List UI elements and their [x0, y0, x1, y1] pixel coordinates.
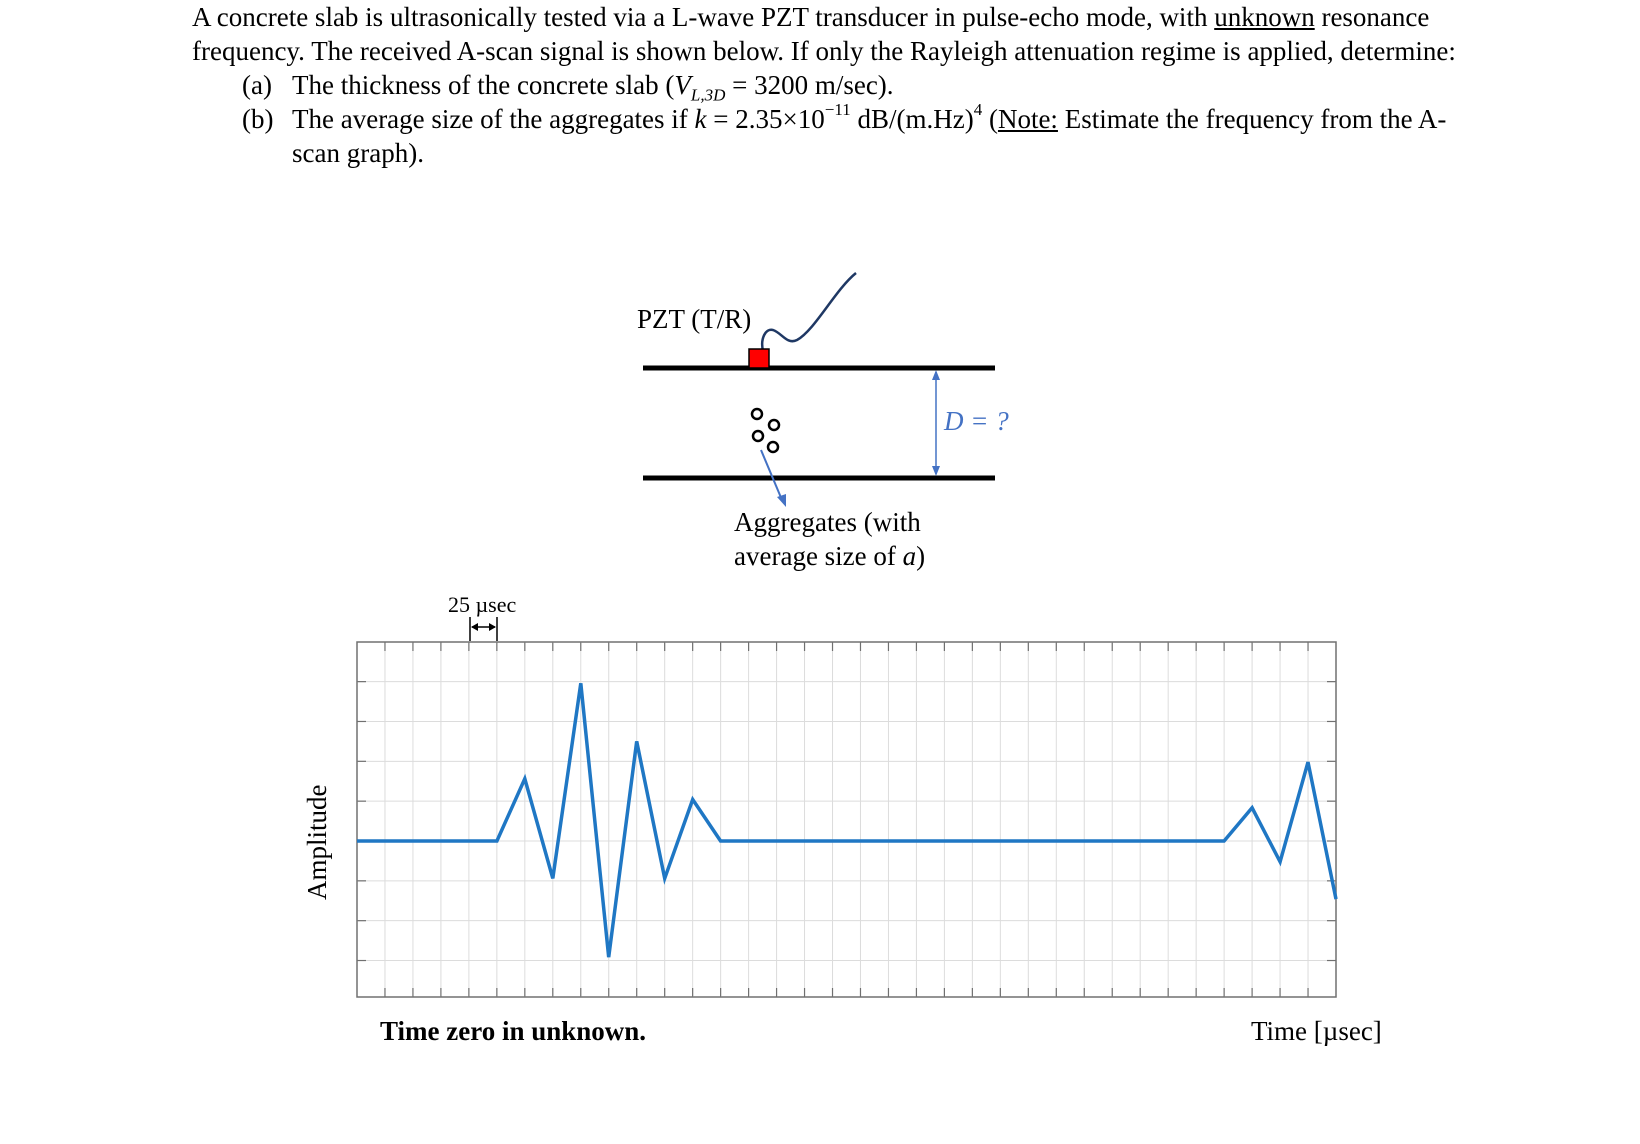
part-b-mid: = 2.35×10: [706, 104, 825, 134]
part-b-unit: dB/(m.Hz): [850, 104, 974, 134]
slab-diagram: [637, 273, 1009, 571]
a-scan-chart: [302, 592, 1382, 1046]
plot-frame: [357, 642, 1336, 997]
aggregates-label-line2-post: ): [916, 541, 926, 571]
part-b-unit-exponent: 4: [973, 100, 983, 119]
intro-text-end: resonance frequency. The received A-scan signal is shown below. If only the Rayleigh attenuation regime is applied, determine:: [192, 2, 1456, 66]
scale-indicator: [448, 592, 517, 641]
part-a-label: (a): [242, 70, 272, 100]
pzt-transducer: [749, 349, 769, 368]
velocity-subscript: L,3D: [690, 85, 726, 105]
intro-text: A concrete slab is ultrasonically tested via a L-wave PZT transducer in pulse-echo mode, with: [192, 2, 1215, 32]
scale-arrow-right: [489, 623, 496, 631]
thickness-arrow-top: [932, 370, 940, 380]
part-b-pre: The average size of the aggregates if: [292, 104, 695, 134]
part-a-pre: The thickness of the concrete slab (: [292, 70, 675, 100]
time-zero-note: Time zero in unknown.: [380, 1016, 647, 1046]
aggregates-label-line2: [734, 541, 925, 571]
part-b-post: Estimate the frequency from the A-scan graph).: [292, 104, 1447, 168]
scatter-arrow-head: [777, 494, 786, 507]
thickness-arrow-bottom: [932, 466, 940, 476]
part-b-text: The average size of the aggregates if $k = 2.35\times 10^{-11}$ $dB/(m.Hz)^4$ (Note: Estimate the frequency from the A-scan graph).: [292, 100, 1447, 168]
scatter-arrow: [761, 450, 782, 500]
transducer-label: PZT (T/R): [637, 304, 752, 334]
aggregates-label-line2-pre: average size of: [734, 541, 903, 571]
thickness-label: D = ?: [944, 406, 1009, 436]
aggregates-size-symbol: a: [902, 541, 917, 571]
part-a-post: = 3200 m/sec).: [725, 70, 894, 100]
part-b-label: (b): [242, 104, 274, 134]
scale-label: 25 µsec: [448, 592, 517, 617]
k-symbol: k: [694, 104, 707, 134]
aggregates: [752, 409, 779, 452]
scale-arrow-left: [471, 623, 478, 631]
note-label: Note:: [997, 104, 1058, 134]
part-b-exponent: −11: [824, 100, 851, 119]
transducer-cable: [762, 273, 856, 351]
velocity-symbol: V: [674, 70, 691, 100]
x-axis-label: Time [µsec]: [1251, 1016, 1382, 1046]
intro-underlined: unknown: [1214, 2, 1315, 32]
aggregates-label-line1: Aggregates (with: [734, 507, 921, 537]
y-axis-label: Amplitude: [302, 784, 332, 900]
